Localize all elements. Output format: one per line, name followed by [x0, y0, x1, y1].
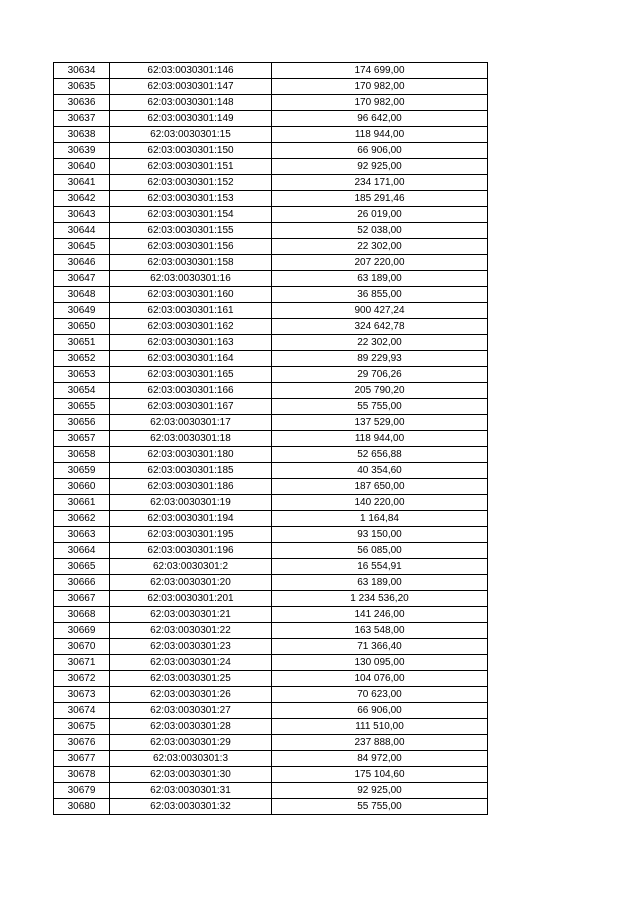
row-number-cell: 30642 [54, 191, 110, 207]
cadastral-value-cell: 170 982,00 [272, 95, 488, 111]
row-number-cell: 30651 [54, 335, 110, 351]
cadastral-number-cell: 62:03:0030301:160 [110, 287, 272, 303]
cadastral-number-cell: 62:03:0030301:161 [110, 303, 272, 319]
cadastral-value-cell: 118 944,00 [272, 431, 488, 447]
cadastral-number-cell: 62:03:0030301:162 [110, 319, 272, 335]
cadastral-number-cell: 62:03:0030301:27 [110, 703, 272, 719]
cadastral-number-cell: 62:03:0030301:152 [110, 175, 272, 191]
table-row [54, 383, 488, 399]
table-row [54, 223, 488, 239]
cadastral-number-cell: 62:03:0030301:29 [110, 735, 272, 751]
table-row [54, 655, 488, 671]
cadastral-value-cell: 174 699,00 [272, 63, 488, 79]
cadastral-number-cell: 62:03:0030301:155 [110, 223, 272, 239]
row-number-cell: 30672 [54, 671, 110, 687]
row-number-cell: 30657 [54, 431, 110, 447]
row-number-cell: 30638 [54, 127, 110, 143]
table-row [54, 799, 488, 815]
table-row [54, 319, 488, 335]
cadastral-number-cell: 62:03:0030301:148 [110, 95, 272, 111]
row-number-cell: 30664 [54, 543, 110, 559]
cadastral-value-table [53, 62, 488, 815]
table-row [54, 271, 488, 287]
cadastral-number-cell: 62:03:0030301:194 [110, 511, 272, 527]
row-number-cell: 30646 [54, 255, 110, 271]
table-row [54, 479, 488, 495]
row-number-cell: 30665 [54, 559, 110, 575]
table-row [54, 543, 488, 559]
cadastral-value-cell: 234 171,00 [272, 175, 488, 191]
cadastral-value-cell: 118 944,00 [272, 127, 488, 143]
cadastral-value-cell: 22 302,00 [272, 239, 488, 255]
row-number-cell: 30650 [54, 319, 110, 335]
cadastral-value-cell: 237 888,00 [272, 735, 488, 751]
cadastral-number-cell: 62:03:0030301:26 [110, 687, 272, 703]
cadastral-number-cell: 62:03:0030301:20 [110, 575, 272, 591]
table-row [54, 719, 488, 735]
cadastral-value-cell: 92 925,00 [272, 159, 488, 175]
cadastral-number-cell: 62:03:0030301:146 [110, 63, 272, 79]
row-number-cell: 30655 [54, 399, 110, 415]
row-number-cell: 30674 [54, 703, 110, 719]
table-row [54, 447, 488, 463]
cadastral-value-cell: 26 019,00 [272, 207, 488, 223]
row-number-cell: 30668 [54, 607, 110, 623]
cadastral-number-cell: 62:03:0030301:195 [110, 527, 272, 543]
table-row [54, 463, 488, 479]
cadastral-number-cell: 62:03:0030301:22 [110, 623, 272, 639]
row-number-cell: 30680 [54, 799, 110, 815]
table-row [54, 671, 488, 687]
cadastral-number-cell: 62:03:0030301:17 [110, 415, 272, 431]
cadastral-number-cell: 62:03:0030301:196 [110, 543, 272, 559]
row-number-cell: 30643 [54, 207, 110, 223]
row-number-cell: 30645 [54, 239, 110, 255]
cadastral-number-cell: 62:03:0030301:158 [110, 255, 272, 271]
cadastral-value-cell: 66 906,00 [272, 143, 488, 159]
cadastral-number-cell: 62:03:0030301:23 [110, 639, 272, 655]
row-number-cell: 30679 [54, 783, 110, 799]
cadastral-value-cell: 55 755,00 [272, 799, 488, 815]
cadastral-value-cell: 187 650,00 [272, 479, 488, 495]
table-row [54, 367, 488, 383]
cadastral-value-cell: 170 982,00 [272, 79, 488, 95]
row-number-cell: 30670 [54, 639, 110, 655]
row-number-cell: 30634 [54, 63, 110, 79]
row-number-cell: 30671 [54, 655, 110, 671]
table-row [54, 687, 488, 703]
cadastral-number-cell: 62:03:0030301:167 [110, 399, 272, 415]
table-row [54, 255, 488, 271]
cadastral-number-cell: 62:03:0030301:150 [110, 143, 272, 159]
table-row [54, 127, 488, 143]
cadastral-value-cell: 104 076,00 [272, 671, 488, 687]
cadastral-value-cell: 16 554,91 [272, 559, 488, 575]
cadastral-number-cell: 62:03:0030301:154 [110, 207, 272, 223]
row-number-cell: 30635 [54, 79, 110, 95]
row-number-cell: 30640 [54, 159, 110, 175]
cadastral-value-cell: 63 189,00 [272, 575, 488, 591]
cadastral-value-cell: 55 755,00 [272, 399, 488, 415]
cadastral-value-cell: 66 906,00 [272, 703, 488, 719]
cadastral-number-cell: 62:03:0030301:3 [110, 751, 272, 767]
table-row [54, 607, 488, 623]
row-number-cell: 30656 [54, 415, 110, 431]
cadastral-value-cell: 63 189,00 [272, 271, 488, 287]
table-row [54, 191, 488, 207]
table-row [54, 703, 488, 719]
cadastral-number-cell: 62:03:0030301:164 [110, 351, 272, 367]
row-number-cell: 30663 [54, 527, 110, 543]
cadastral-value-cell: 130 095,00 [272, 655, 488, 671]
row-number-cell: 30636 [54, 95, 110, 111]
cadastral-value-cell: 324 642,78 [272, 319, 488, 335]
table-row [54, 287, 488, 303]
row-number-cell: 30660 [54, 479, 110, 495]
table-row [54, 175, 488, 191]
cadastral-value-cell: 96 642,00 [272, 111, 488, 127]
cadastral-number-cell: 62:03:0030301:185 [110, 463, 272, 479]
row-number-cell: 30653 [54, 367, 110, 383]
table-row [54, 303, 488, 319]
cadastral-number-cell: 62:03:0030301:149 [110, 111, 272, 127]
table-body [54, 63, 488, 815]
cadastral-number-cell: 62:03:0030301:165 [110, 367, 272, 383]
row-number-cell: 30661 [54, 495, 110, 511]
table-row [54, 431, 488, 447]
row-number-cell: 30658 [54, 447, 110, 463]
row-number-cell: 30678 [54, 767, 110, 783]
cadastral-number-cell: 62:03:0030301:186 [110, 479, 272, 495]
cadastral-number-cell: 62:03:0030301:28 [110, 719, 272, 735]
table-row [54, 623, 488, 639]
cadastral-value-cell: 84 972,00 [272, 751, 488, 767]
row-number-cell: 30637 [54, 111, 110, 127]
row-number-cell: 30652 [54, 351, 110, 367]
cadastral-number-cell: 62:03:0030301:153 [110, 191, 272, 207]
cadastral-number-cell: 62:03:0030301:147 [110, 79, 272, 95]
row-number-cell: 30647 [54, 271, 110, 287]
row-number-cell: 30654 [54, 383, 110, 399]
cadastral-value-cell: 71 366,40 [272, 639, 488, 655]
table-row [54, 63, 488, 79]
cadastral-value-cell: 70 623,00 [272, 687, 488, 703]
table-row [54, 79, 488, 95]
table-row [54, 111, 488, 127]
table-row [54, 527, 488, 543]
cadastral-number-cell: 62:03:0030301:24 [110, 655, 272, 671]
cadastral-value-cell: 93 150,00 [272, 527, 488, 543]
cadastral-number-cell: 62:03:0030301:25 [110, 671, 272, 687]
cadastral-number-cell: 62:03:0030301:18 [110, 431, 272, 447]
table-row [54, 335, 488, 351]
row-number-cell: 30641 [54, 175, 110, 191]
cadastral-value-cell: 56 085,00 [272, 543, 488, 559]
cadastral-value-cell: 22 302,00 [272, 335, 488, 351]
row-number-cell: 30667 [54, 591, 110, 607]
table-row [54, 239, 488, 255]
cadastral-number-cell: 62:03:0030301:15 [110, 127, 272, 143]
row-number-cell: 30649 [54, 303, 110, 319]
cadastral-value-cell: 111 510,00 [272, 719, 488, 735]
cadastral-number-cell: 62:03:0030301:180 [110, 447, 272, 463]
cadastral-number-cell: 62:03:0030301:31 [110, 783, 272, 799]
cadastral-number-cell: 62:03:0030301:32 [110, 799, 272, 815]
row-number-cell: 30659 [54, 463, 110, 479]
table-row [54, 767, 488, 783]
row-number-cell: 30644 [54, 223, 110, 239]
cadastral-value-cell: 900 427,24 [272, 303, 488, 319]
cadastral-value-cell: 140 220,00 [272, 495, 488, 511]
table-row [54, 639, 488, 655]
cadastral-number-cell: 62:03:0030301:2 [110, 559, 272, 575]
table-row [54, 511, 488, 527]
row-number-cell: 30639 [54, 143, 110, 159]
cadastral-value-cell: 52 656,88 [272, 447, 488, 463]
cadastral-value-cell: 29 706,26 [272, 367, 488, 383]
cadastral-value-cell: 36 855,00 [272, 287, 488, 303]
cadastral-value-cell: 205 790,20 [272, 383, 488, 399]
cadastral-value-cell: 40 354,60 [272, 463, 488, 479]
table-row [54, 751, 488, 767]
cadastral-value-cell: 141 246,00 [272, 607, 488, 623]
row-number-cell: 30669 [54, 623, 110, 639]
cadastral-number-cell: 62:03:0030301:21 [110, 607, 272, 623]
cadastral-number-cell: 62:03:0030301:16 [110, 271, 272, 287]
table-row [54, 207, 488, 223]
table-row [54, 351, 488, 367]
table-row [54, 495, 488, 511]
cadastral-value-cell: 163 548,00 [272, 623, 488, 639]
table-row [54, 575, 488, 591]
table-row [54, 415, 488, 431]
cadastral-number-cell: 62:03:0030301:19 [110, 495, 272, 511]
cadastral-value-cell: 1 164,84 [272, 511, 488, 527]
cadastral-number-cell: 62:03:0030301:30 [110, 767, 272, 783]
row-number-cell: 30677 [54, 751, 110, 767]
row-number-cell: 30675 [54, 719, 110, 735]
table-row [54, 399, 488, 415]
table-row [54, 591, 488, 607]
cadastral-value-cell: 89 229,93 [272, 351, 488, 367]
table-row [54, 559, 488, 575]
row-number-cell: 30662 [54, 511, 110, 527]
cadastral-value-cell: 175 104,60 [272, 767, 488, 783]
cadastral-value-cell: 1 234 536,20 [272, 591, 488, 607]
table-row [54, 143, 488, 159]
cadastral-number-cell: 62:03:0030301:166 [110, 383, 272, 399]
table-row [54, 159, 488, 175]
cadastral-value-cell: 52 038,00 [272, 223, 488, 239]
cadastral-number-cell: 62:03:0030301:163 [110, 335, 272, 351]
cadastral-value-cell: 185 291,46 [272, 191, 488, 207]
cadastral-number-cell: 62:03:0030301:156 [110, 239, 272, 255]
table-row [54, 735, 488, 751]
cadastral-number-cell: 62:03:0030301:151 [110, 159, 272, 175]
row-number-cell: 30673 [54, 687, 110, 703]
cadastral-value-cell: 92 925,00 [272, 783, 488, 799]
table-row [54, 783, 488, 799]
cadastral-number-cell: 62:03:0030301:201 [110, 591, 272, 607]
row-number-cell: 30648 [54, 287, 110, 303]
cadastral-value-cell: 137 529,00 [272, 415, 488, 431]
row-number-cell: 30666 [54, 575, 110, 591]
row-number-cell: 30676 [54, 735, 110, 751]
cadastral-value-cell: 207 220,00 [272, 255, 488, 271]
table-row [54, 95, 488, 111]
